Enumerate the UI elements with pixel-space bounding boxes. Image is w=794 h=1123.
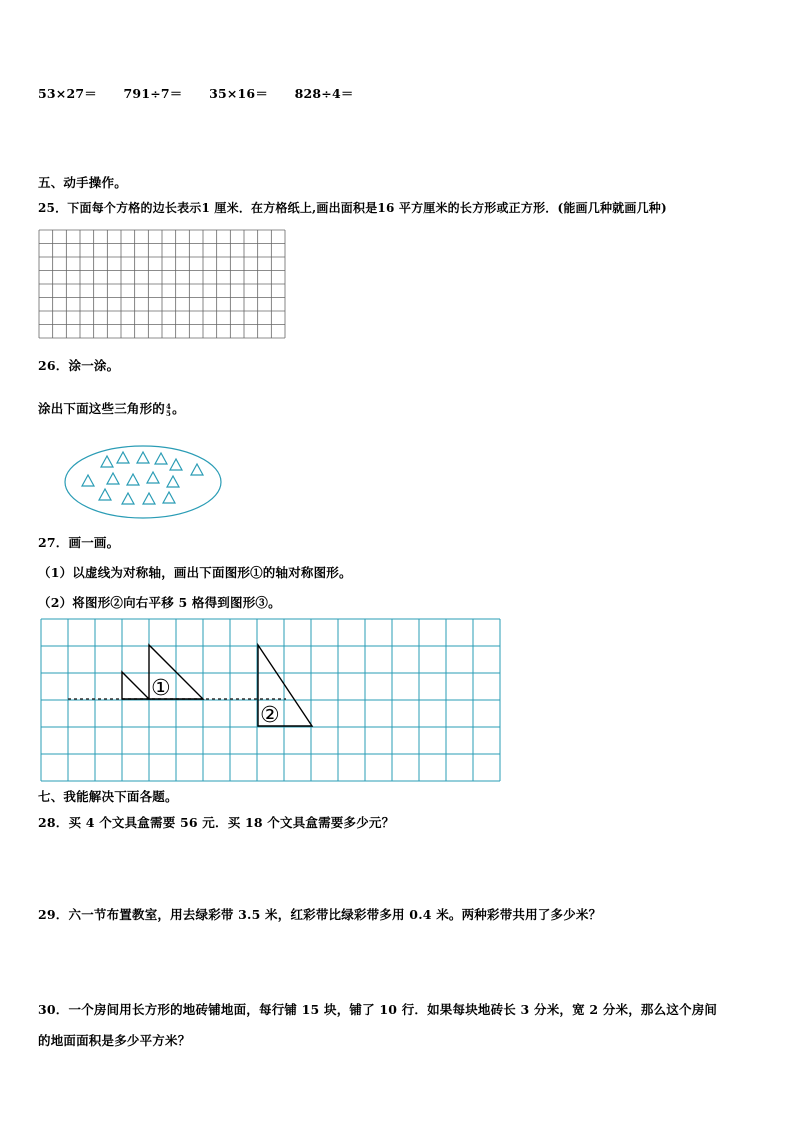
- section-heading-5: 五、动手操作。: [38, 175, 127, 190]
- triangle[interactable]: [170, 459, 182, 470]
- question-30-line1: 30．一个房间用长方形的地砖铺地面，每行铺 15 块，铺了 10 行．如果每块地砖长 3 分米，宽 2 分米，那么这个房间: [38, 1002, 718, 1017]
- question-30-line2: 的地面面积是多少平方米？: [38, 1033, 191, 1048]
- question-27-part2: （2）将图形②向右平移 5 格得到图形③。: [38, 595, 281, 610]
- triangle[interactable]: [143, 493, 155, 504]
- triangle[interactable]: [163, 492, 175, 503]
- question-26-title: 26．涂一涂。: [38, 358, 120, 373]
- calc-item: 791÷7＝: [123, 86, 183, 101]
- calc-line: [38, 84, 376, 102]
- question-27-part1: （1）以虚线为对称轴，画出下面图形①的轴对称图形。: [38, 565, 352, 580]
- figure-2-label: ②: [260, 703, 280, 728]
- triangle[interactable]: [101, 456, 113, 467]
- triangle[interactable]: [191, 464, 203, 475]
- fraction: [166, 403, 171, 417]
- triangle[interactable]: [99, 489, 111, 500]
- triangle[interactable]: [82, 475, 94, 486]
- figure-1-small-triangle: [122, 672, 149, 699]
- section-heading-7: 七、我能解决下面各题。: [38, 789, 178, 804]
- instruction-text-end: 。: [172, 401, 185, 416]
- triangle[interactable]: [127, 474, 139, 485]
- triangle[interactable]: [167, 476, 179, 487]
- triangles-ellipse: [63, 443, 225, 521]
- instruction-text: 涂出下面这些三角形的: [38, 401, 166, 416]
- triangle[interactable]: [137, 452, 149, 463]
- question-26-instruction: [38, 399, 185, 417]
- transform-grid[interactable]: [40, 618, 506, 780]
- triangle[interactable]: [155, 453, 167, 464]
- calc-item: 35×16＝: [209, 86, 269, 101]
- triangle[interactable]: [117, 452, 129, 463]
- calc-item: 828÷4＝: [294, 86, 354, 101]
- calc-item: 53×27＝: [38, 86, 97, 101]
- ellipse-outline: [65, 446, 221, 518]
- question-29: 29．六一节布置教室，用去绿彩带 3.5 米，红彩带比绿彩带多用 0.4 米。两种彩带共用了多少米？: [38, 907, 602, 922]
- triangle[interactable]: [122, 493, 134, 504]
- question-25: 25．下面每个方格的边长表示1 厘米．在方格纸上,画出面积是16 平方厘米的长方形或正方形．(能画几种就画几种): [38, 201, 667, 215]
- question-27-title: 27．画一画。: [38, 535, 120, 550]
- question-28: 28．买 4 个文具盒需要 56 元．买 18 个文具盒需要多少元？: [38, 815, 395, 830]
- square-grid[interactable]: [38, 229, 286, 339]
- figure-1-label: ①: [151, 676, 171, 701]
- fraction-denominator: 5: [166, 408, 172, 418]
- fraction-numerator: 4: [166, 401, 172, 411]
- triangle[interactable]: [107, 473, 119, 484]
- triangle[interactable]: [147, 472, 159, 483]
